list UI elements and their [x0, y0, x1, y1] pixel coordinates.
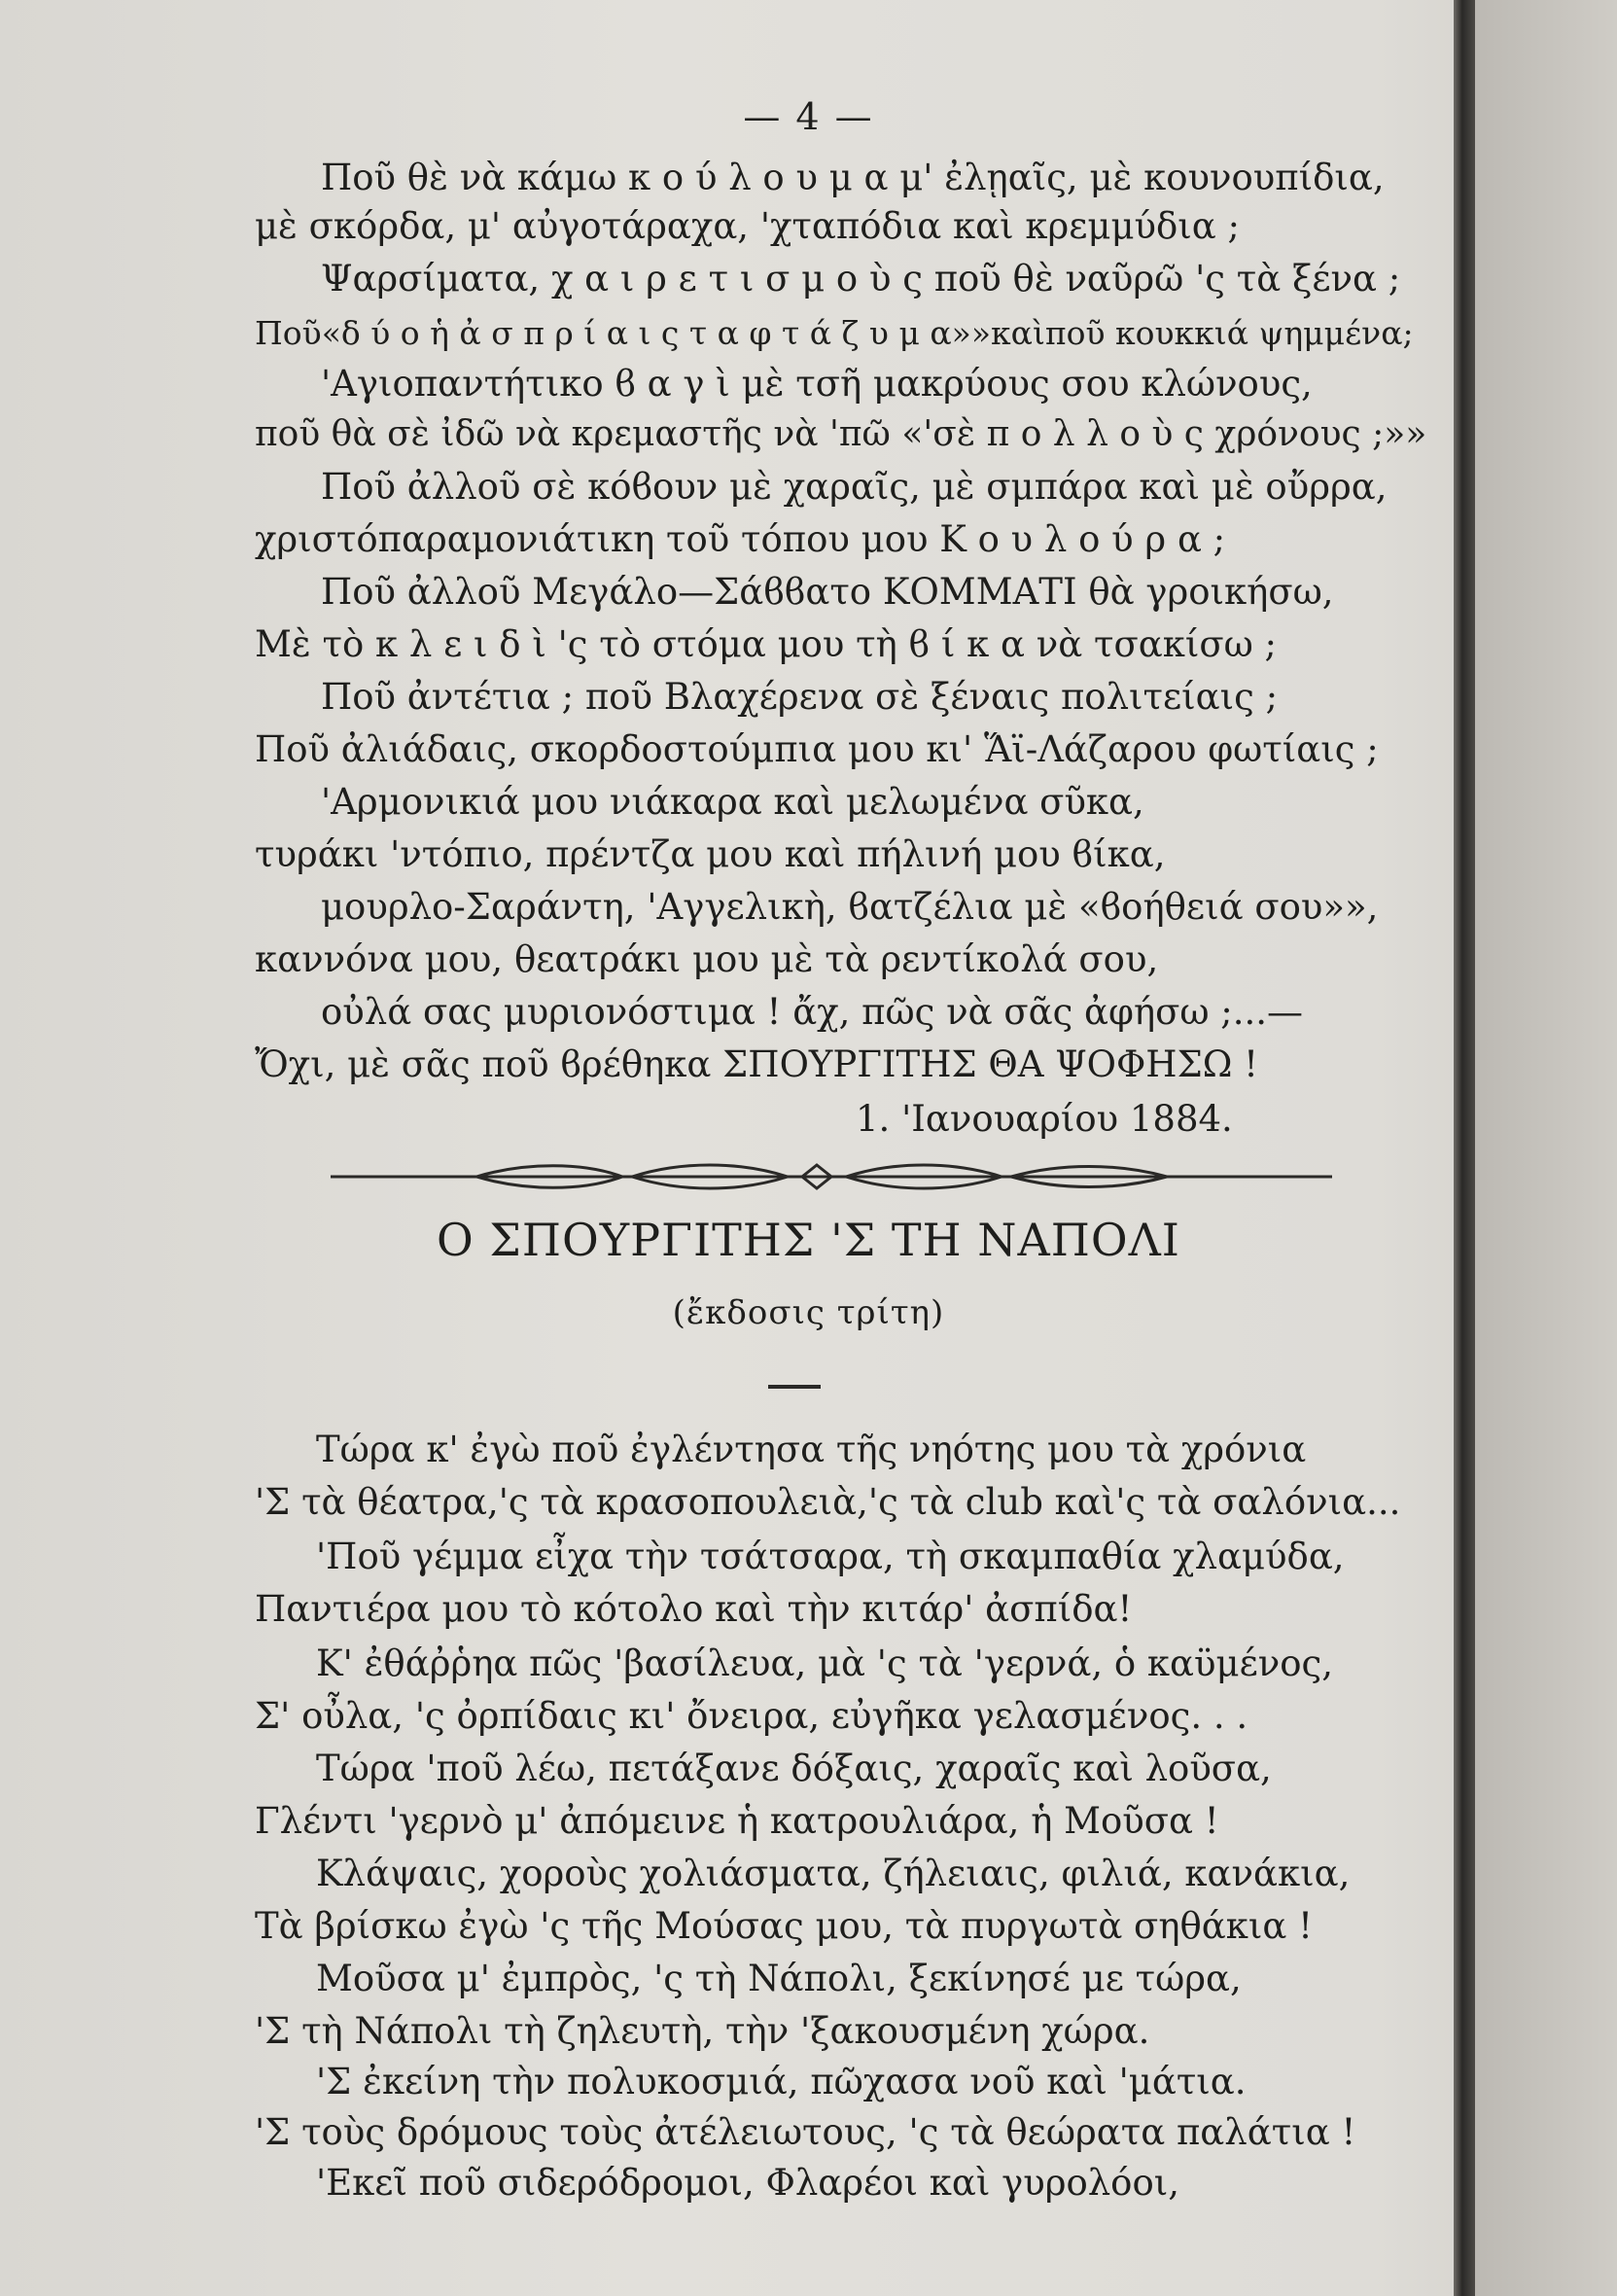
poem-line: 'Ποῦ γέμμα εἶχα τὴν τσάτσαρα, τὴ σκαμπαθία χλαμύδα, [316, 1536, 1345, 1577]
poem-line: οὐλά σας μυριονόστιμα ! ἄχ, πῶς νὰ σᾶς ἀφήσω ;...— [321, 991, 1304, 1033]
poem-line: Τὰ βρίσκω ἐγὼ 'ς τῆς Μούσας μου, τὰ πυργωτὰ σηθάκια ! [255, 1905, 1313, 1947]
page-number: — 4 — [743, 95, 874, 138]
poem-line: Ποῦ θὲ νὰ κάμω κ ο ύ λ ο υ μ α μ' ἐλῃαῖς, μὲ κουνουπίδια, [321, 157, 1385, 198]
poem-line: τυράκι 'ντόπιο, πρέντζα μου καὶ πήλινή μου ϐίκα, [255, 833, 1166, 875]
poem-line: μουρλο-Σαράντη, 'Αγγελικὴ, ϐατζέλια μὲ «ϐοήθειά σου»», [321, 886, 1379, 928]
poem-line: Ποῦ«δ ύ ο ἡ ἀ σ π ρ ί α ι ς τ α φ τ ά ζ υ μ α»»καὶποῦ κουκκιά ψημμένα; [255, 314, 1414, 352]
poem-line: Κ' ἐθάῤῥηα πῶς 'βασίλευα, μὰ 'ς τὰ 'γερνά, ὁ καϋμένος, [316, 1643, 1333, 1684]
section-subheading: (ἔκδοσις τρίτη) [672, 1293, 945, 1332]
poem-line: Ποῦ ἀλλοῦ σὲ κόϐουν μὲ χαραῖς, μὲ σμπάρα καὶ μὲ οὔρρα, [321, 466, 1388, 508]
poem-line: Ποῦ ἀλιάδαις, σκορδοστούμπια μου κι' Ἅϊ-Λάζαρου φωτίαις ; [255, 728, 1379, 770]
poem-line: Κλάψαις, χοροὺς χολιάσματα, ζήλειαις, φιλιά, κανάκια, [316, 1853, 1351, 1894]
page-gutter-shadow [1454, 0, 1475, 2296]
poem-line: 'Σ τὴ Νάπολι τὴ ζηλευτὴ, τὴν 'ξακουσμένη χώρα. [255, 2010, 1150, 2052]
ornamental-divider [331, 1157, 1332, 1196]
poem-line: 'Σ τοὺς δρόμους τοὺς ἀτέλειωτους, 'ς τὰ θεώρατα παλάτια ! [255, 2111, 1356, 2153]
poem-line: 'Αγιοπαντήτικο ϐ α γ ὶ μὲ τσῆ μακρύους σου κλώνους, [321, 363, 1313, 405]
short-divider [768, 1385, 821, 1389]
poem-line: μὲ σκόρδα, μ' αὐγοτάραχα, 'χταπόδια καὶ κρεμμύδια ; [255, 205, 1241, 247]
poem-line: Μοῦσα μ' ἐμπρὸς, 'ς τὴ Νάπολι, ξεκίνησέ με τώρα, [316, 1958, 1242, 1999]
poem-line: χριστόπαραμονιάτικη τοῦ τόπου μου Κ ο υ λ ο ύ ρ α ; [255, 518, 1226, 560]
poem-line: Ποῦ ἀλλοῦ Μεγάλο—Σάϐϐατο ΚΟΜΜΑΤΙ θὰ γροικήσω, [321, 571, 1334, 613]
poem-line: 'Εκεῖ ποῦ σιδερόδρομοι, Φλαρέοι καὶ γυρολόοι, [316, 2162, 1179, 2204]
facing-page-edge [1475, 0, 1617, 2296]
poem-line: 'Αρμονικιά μου νιάκαρα καὶ μελωμένα σῦκα, [321, 781, 1144, 823]
poem-line: ποῦ θὰ σὲ ἰδῶ νὰ κρεμαστῆς νὰ 'πῶ «'σὲ π ο λ λ ο ὺ ς χρόνους ;»» [255, 414, 1427, 454]
section-heading: Ο ΣΠΟΥΡΓΙΤΗΣ 'Σ ΤΗ ΝΑΠΟΛΙ [437, 1214, 1180, 1266]
poem-line: Παντιέρα μου τὸ κότολο καὶ τὴν κιτάρ' ἀσπίδα! [255, 1588, 1133, 1630]
poem-line: Ὄχι, μὲ σᾶς ποῦ ϐρέθηκα ΣΠΟΥΡΓΙΤΗΣ ΘΑ ΨΟΦΗΣΩ ! [255, 1043, 1259, 1085]
poem-line: Γλέντι 'γερνὸ μ' ἀπόμεινε ἡ κατρουλιάρα, ἡ Μοῦσα ! [255, 1800, 1219, 1842]
poem-line: Μὲ τὸ κ λ ε ι δ ὶ 'ς τὸ στόμα μου τὴ ϐ ί κ α νὰ τσακίσω ; [255, 623, 1277, 665]
poem-line: Σ' οὖλα, 'ς ὀρπίδαις κι' ὄνειρα, εὐγῆκα γελασμένος. . . [255, 1695, 1248, 1737]
poem-line: Τώρα κ' ἐγὼ ποῦ ἐγλέντησα τῆς νηότης μου τὰ χρόνια [316, 1429, 1307, 1470]
poem-line: Ποῦ ἀντέτια ; ποῦ Βλαχέρενα σὲ ξέναις πολιτείαις ; [321, 676, 1279, 718]
poem-line: Ψαρσίματα, χ α ι ρ ε τ ι σ μ ο ὺ ς ποῦ θὲ ναῦρῶ 'ς τὰ ξένα ; [321, 258, 1401, 300]
poem-line: Τώρα 'ποῦ λέω, πετάξανε δόξαις, χαραῖς καὶ λοῦσα, [316, 1748, 1272, 1789]
poem-line: 'Σ ἐκείνη τὴν πολυκοσμιά, πῶχασα νοῦ καὶ 'μάτια. [316, 2061, 1247, 2102]
poem-date: 1. 'Ιανουαρίου 1884. [856, 1098, 1233, 1140]
poem-line: 'Σ τὰ θέατρα,'ς τὰ κρασοπουλειὰ,'ς τὰ club καὶ'ς τὰ σαλόνια... [255, 1481, 1401, 1523]
poem-line: καννόνα μου, θεατράκι μου μὲ τὰ ρεντίκολά σου, [255, 938, 1159, 980]
